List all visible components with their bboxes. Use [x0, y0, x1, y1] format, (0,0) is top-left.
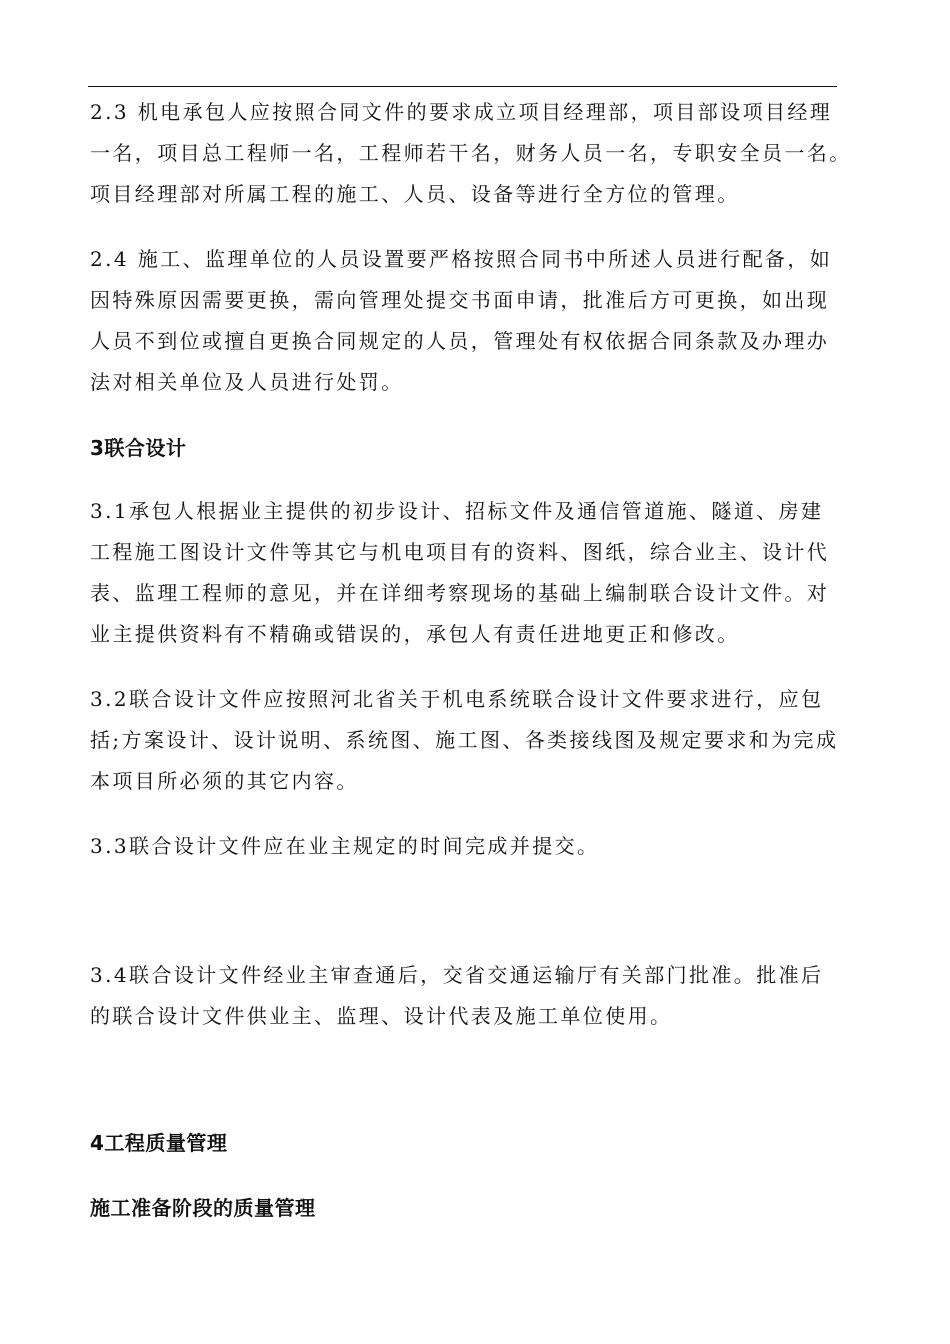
text-line: 2.4 施工、监理单位的人员设置要严格按照合同书中所述人员进行配备，如: [90, 247, 833, 271]
text-line: 本项目所必须的其它内容。: [90, 769, 359, 793]
text-line: 3.4联合设计文件经业主审查通后，交省交通运输厅有关部门批准。批准后: [90, 963, 824, 987]
text-line: 一名，项目总工程师一名，工程师若干名，财务人员一名，专职安全员一名。: [90, 141, 852, 165]
text-line: 项目经理部对所属工程的施工、人员、设备等进行全方位的管理。: [90, 182, 740, 206]
text-line: 工程施工图设计文件等其它与机电项目有的资料、图纸，综合业主、设计代: [90, 540, 830, 564]
text-line: 3.2联合设计文件应按照河北省关于机电系统联合设计文件要求进行，应包: [90, 687, 824, 711]
text-line: 业主提供资料有不精确或错误的，承包人有责任进地更正和修改。: [90, 622, 740, 646]
text-line: 2.3 机电承包人应按照合同文件的要求成立项目经理部，项目部设项目经理: [90, 100, 833, 124]
paragraph-3-4: [90, 955, 850, 1037]
text-line: 3.3联合设计文件应在业主规定的时间完成并提交。: [90, 834, 600, 858]
paragraph-3-1: [90, 491, 850, 655]
text-line: 因特殊原因需要更换，需向管理处提交书面申请，批准后方可更换，如出现: [90, 288, 830, 312]
text-line: 的联合设计文件供业主、监理、设计代表及施工单位使用。: [90, 1004, 673, 1028]
text-line: 3.1承包人根据业主提供的初步设计、招标文件及通信管道施、隧道、房建: [90, 499, 824, 523]
paragraph-3-2: [90, 679, 850, 802]
text-line: 表、监理工程师的意见，并在详细考察现场的基础上编制联合设计文件。对: [90, 581, 830, 605]
text-line: 括;方案设计、设计说明、系统图、施工图、各类接线图及规定要求和为完成: [90, 728, 839, 752]
paragraph-3-3: [90, 826, 850, 867]
paragraph-2-4: [90, 239, 850, 403]
section-heading-3: 3联合设计: [90, 436, 187, 460]
subsection-heading: 施工准备阶段的质量管理: [90, 1196, 316, 1220]
section-heading-4: 4工程质量管理: [90, 1131, 228, 1155]
text-line: 法对相关单位及人员进行处罚。: [90, 370, 404, 394]
header-rule: [88, 86, 837, 87]
paragraph-2-3: [90, 92, 850, 215]
text-line: 人员不到位或擅自更换合同规定的人员，管理处有权依据合同条款及办理办: [90, 329, 830, 353]
